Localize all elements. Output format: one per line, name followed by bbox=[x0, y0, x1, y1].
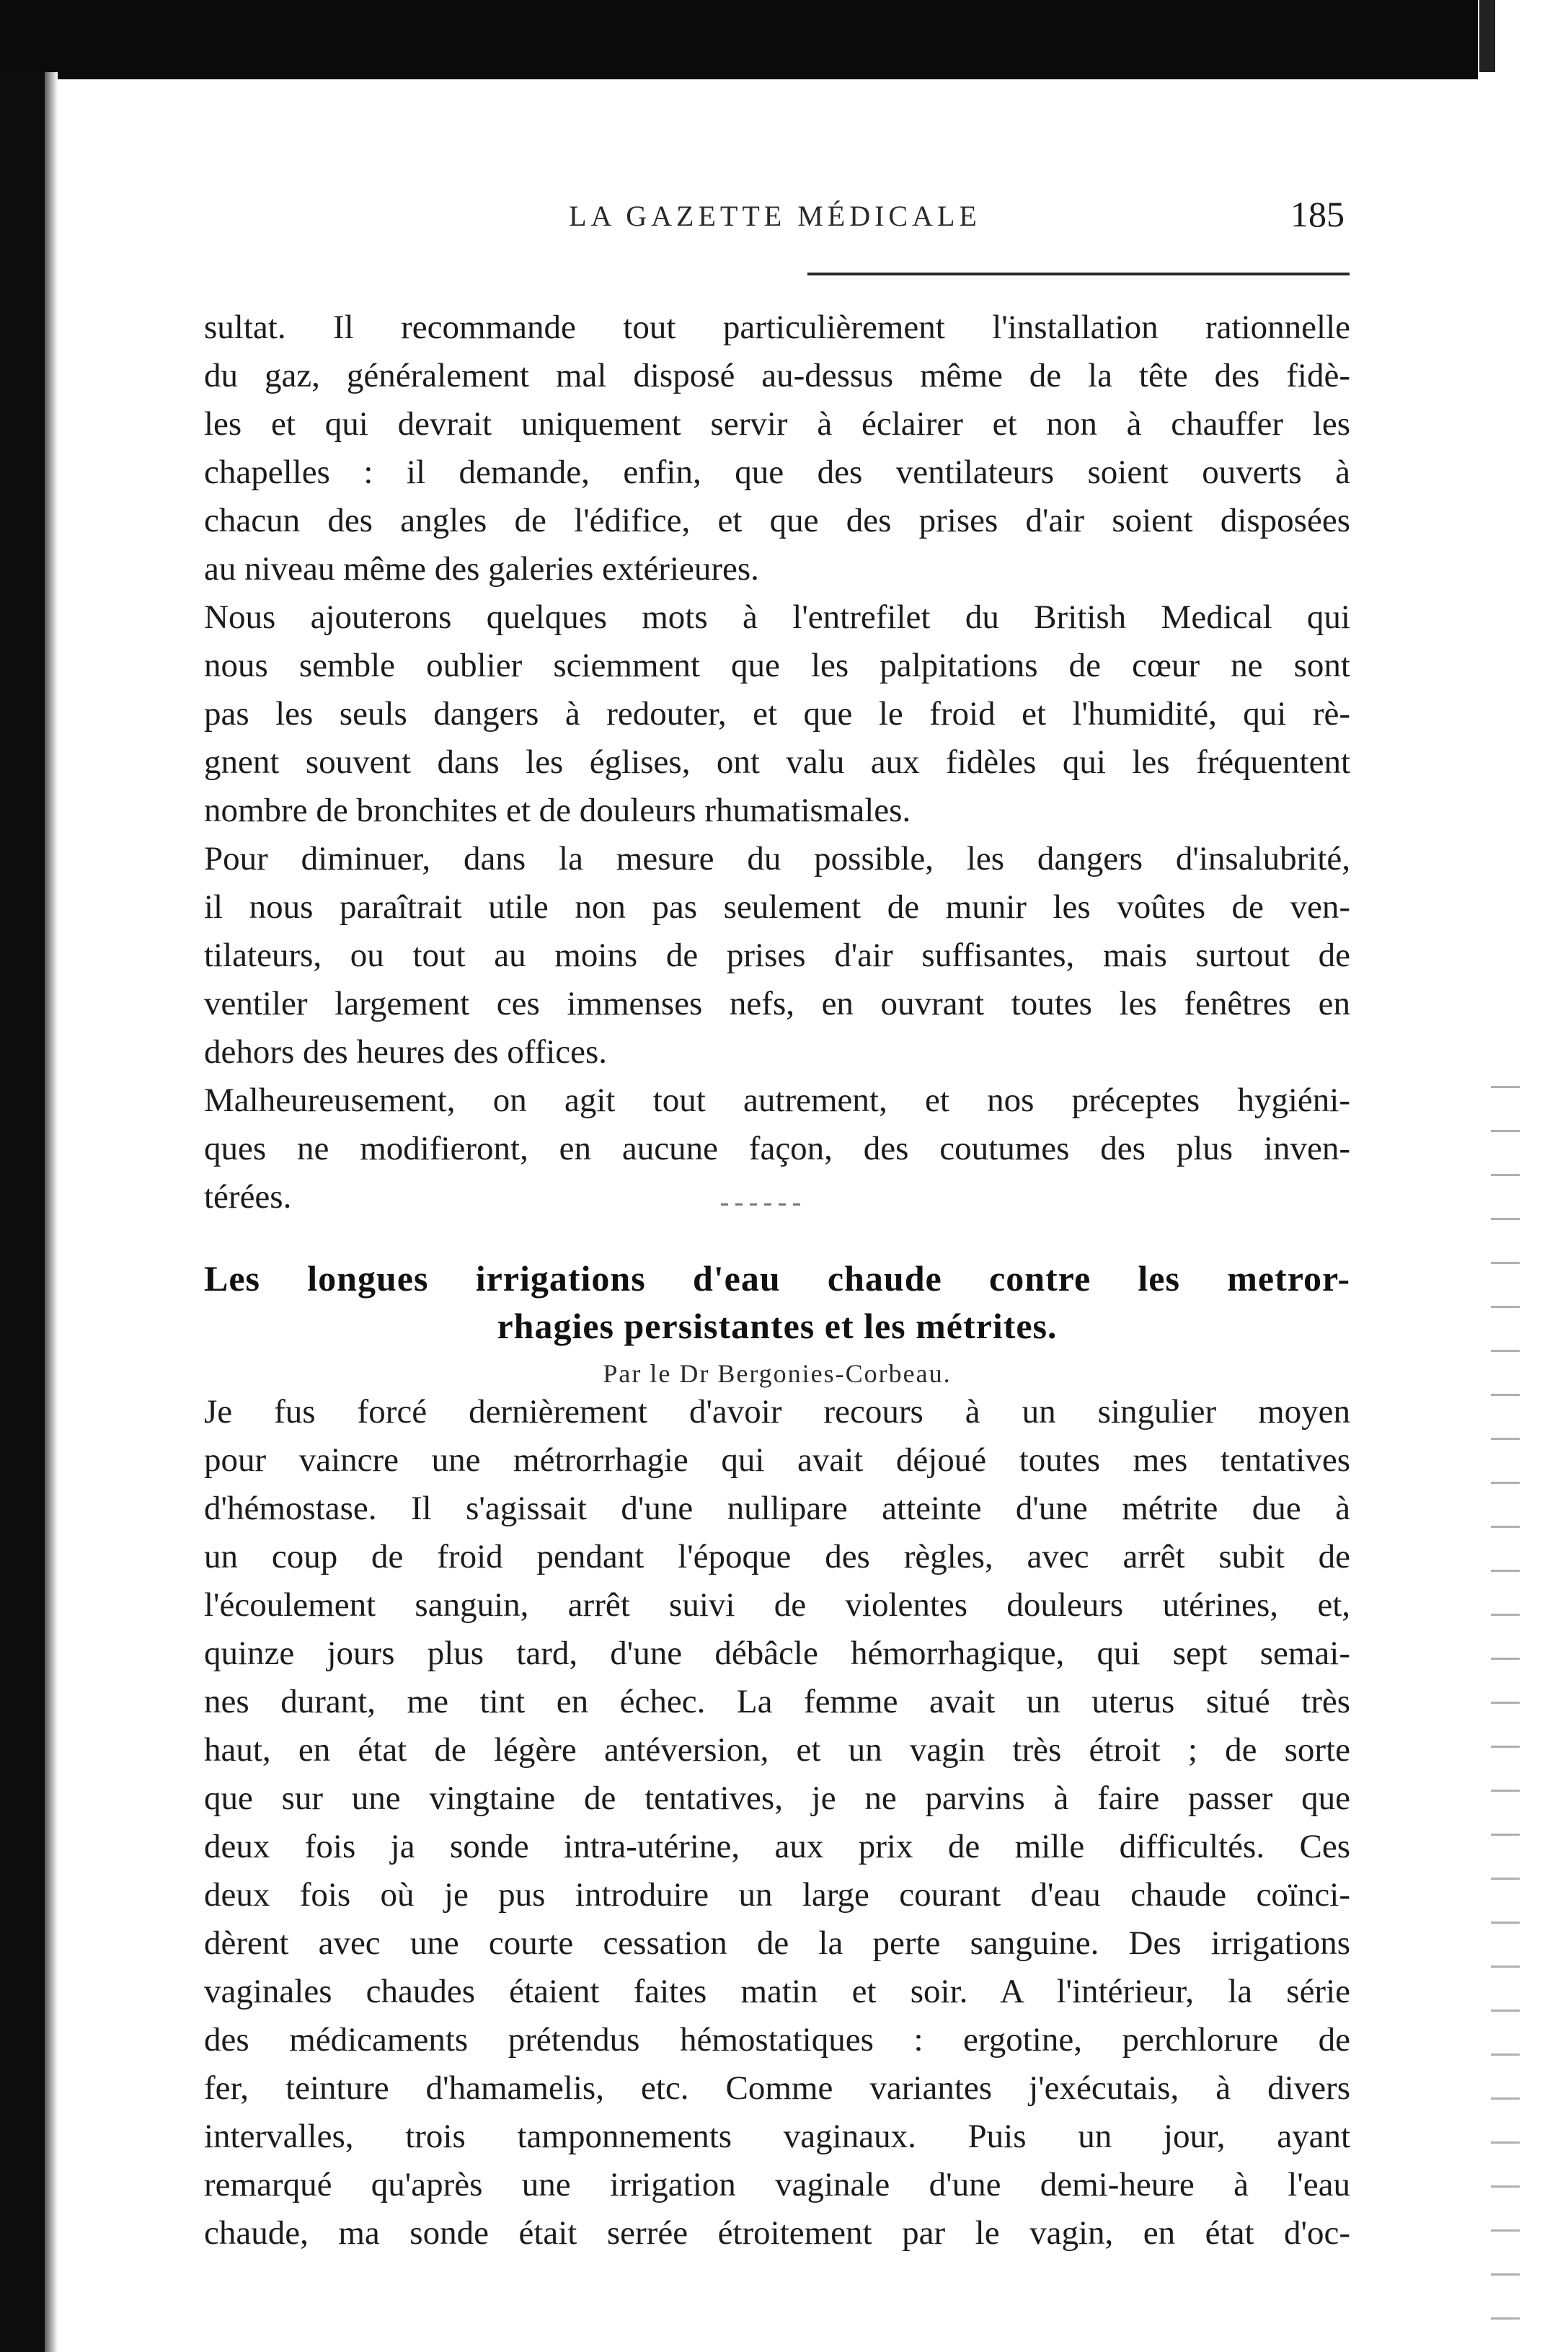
text-line: intervalles, trois tamponnements vaginaux. Puis un jour, ayant bbox=[204, 2118, 1350, 2155]
article-byline: Par le Dr Bergonies-Corbeau. bbox=[603, 1359, 952, 1388]
page-number: 185 bbox=[1290, 194, 1345, 234]
text-line: Nous ajouterons quelques mots à l'entrefilet du British Medical qui bbox=[204, 598, 1350, 636]
text-line: quinze jours plus tard, d'une débâcle hémorrhagique, qui sept semai- bbox=[204, 1635, 1350, 1672]
text-line: du gaz, généralement mal disposé au-dessus même de la tête des fidè- bbox=[204, 357, 1350, 394]
text-line: dèrent avec une courte cessation de la perte sanguine. Des irrigations bbox=[204, 1924, 1350, 1962]
text-line: Malheureusement, on agit tout autrement, et nos préceptes hygiéni- bbox=[204, 1082, 1350, 1119]
text-line: il nous paraîtrait utile non pas seulement de munir les voûtes de ven- bbox=[204, 888, 1350, 926]
text-line: au niveau même des galeries extérieures. bbox=[204, 550, 759, 588]
running-head bbox=[205, 189, 1345, 239]
text-line: chapelles : il demande, enfin, que des ventilateurs soient ouverts à bbox=[204, 454, 1350, 491]
text-line: que sur une vingtaine de tentatives, je ne parvins à faire passer que bbox=[204, 1780, 1350, 1817]
text-line: remarqué qu'après une irrigation vaginale d'une demi-heure à l'eau bbox=[204, 2166, 1350, 2203]
text-line: d'hémostase. Il s'agissait d'une nullipare atteinte d'une métrite due à bbox=[204, 1490, 1350, 1527]
running-title: LA GAZETTE MÉDICALE bbox=[569, 200, 981, 232]
text-line: ques ne modifieront, en aucune façon, des coutumes des plus inven- bbox=[204, 1130, 1350, 1167]
text-line: fer, teinture d'hamamelis, etc. Comme variantes j'exécutais, à divers bbox=[204, 2069, 1350, 2107]
text-line: ventiler largement ces immenses nefs, en ouvrant toutes les fenêtres en bbox=[204, 985, 1350, 1022]
text-line: sultat. Il recommande tout particulièrement l'installation rationnelle bbox=[204, 309, 1350, 346]
text-line: nes durant, me tint en échec. La femme avait un uterus situé très bbox=[204, 1683, 1350, 1720]
scan-artifact-right bbox=[1479, 0, 1495, 72]
text-line: vaginales chaudes étaient faites matin et soir. A l'intérieur, la série bbox=[204, 1973, 1350, 2010]
article-text bbox=[204, 1388, 1350, 2258]
section-text bbox=[204, 304, 1350, 1221]
text-line: tilateurs, ou tout au moins de prises d'air suffisantes, mais surtout de bbox=[204, 937, 1350, 974]
text-line: Je fus forcé dernièrement d'avoir recours à un singulier moyen bbox=[204, 1393, 1350, 1431]
text-line: chacun des angles de l'édifice, et que des prises d'air soient disposées bbox=[204, 502, 1350, 539]
header-rule bbox=[807, 273, 1350, 275]
text-line: chaude, ma sonde était serrée étroitement par le vagin, en état d'oc- bbox=[204, 2214, 1350, 2252]
text-line: les et qui devrait uniquement servir à éclairer et non à chauffer les bbox=[204, 405, 1350, 443]
scan-border-top bbox=[0, 0, 1478, 79]
text-line: haut, en état de légère antéversion, et un vagin très étroit ; de sorte bbox=[204, 1731, 1350, 1769]
text-line: l'écoulement sanguin, arrêt suivi de violentes douleurs utérines, et, bbox=[204, 1586, 1350, 1624]
article-title: Les longues irrigations d'eau chaude contre les metror- bbox=[204, 1258, 1350, 1299]
section-separator bbox=[721, 1203, 800, 1206]
text-line: gnent souvent dans les églises, ont valu aux fidèles qui les fréquentent bbox=[204, 743, 1350, 781]
text-line: deux fois ja sonde intra-utérine, aux prix de mille difficultés. Ces bbox=[204, 1828, 1350, 1865]
text-line: Pour diminuer, dans la mesure du possible, les dangers d'insalubrité, bbox=[204, 840, 1350, 877]
text-line: dehors des heures des offices. bbox=[204, 1033, 608, 1071]
text-line: nombre de bronchites et de douleurs rhumatismales. bbox=[204, 792, 911, 829]
text-line: pour vaincre une métrorrhagie qui avait déjoué toutes mes tentatives bbox=[204, 1441, 1350, 1479]
scan-margin-noise bbox=[1491, 1067, 1520, 2329]
text-line: des médicaments prétendus hémostatiques : ergotine, perchlorure de bbox=[204, 2021, 1350, 2059]
scan-border-left-shadow bbox=[45, 72, 58, 2352]
text-line: deux fois où je pus introduire un large courant d'eau chaude coïnci- bbox=[204, 1876, 1350, 1914]
text-line: un coup de froid pendant l'époque des règles, avec arrêt subit de bbox=[204, 1538, 1350, 1575]
text-line: nous semble oublier sciemment que les palpitations de cœur ne sont bbox=[204, 647, 1350, 684]
text-line: térées. bbox=[204, 1178, 292, 1216]
text-line: pas les seuls dangers à redouter, et que le froid et l'humidité, qui rè- bbox=[204, 695, 1350, 733]
scan-border-left bbox=[0, 72, 45, 2352]
article-title-continued: rhagies persistantes et les métrites. bbox=[497, 1306, 1058, 1346]
